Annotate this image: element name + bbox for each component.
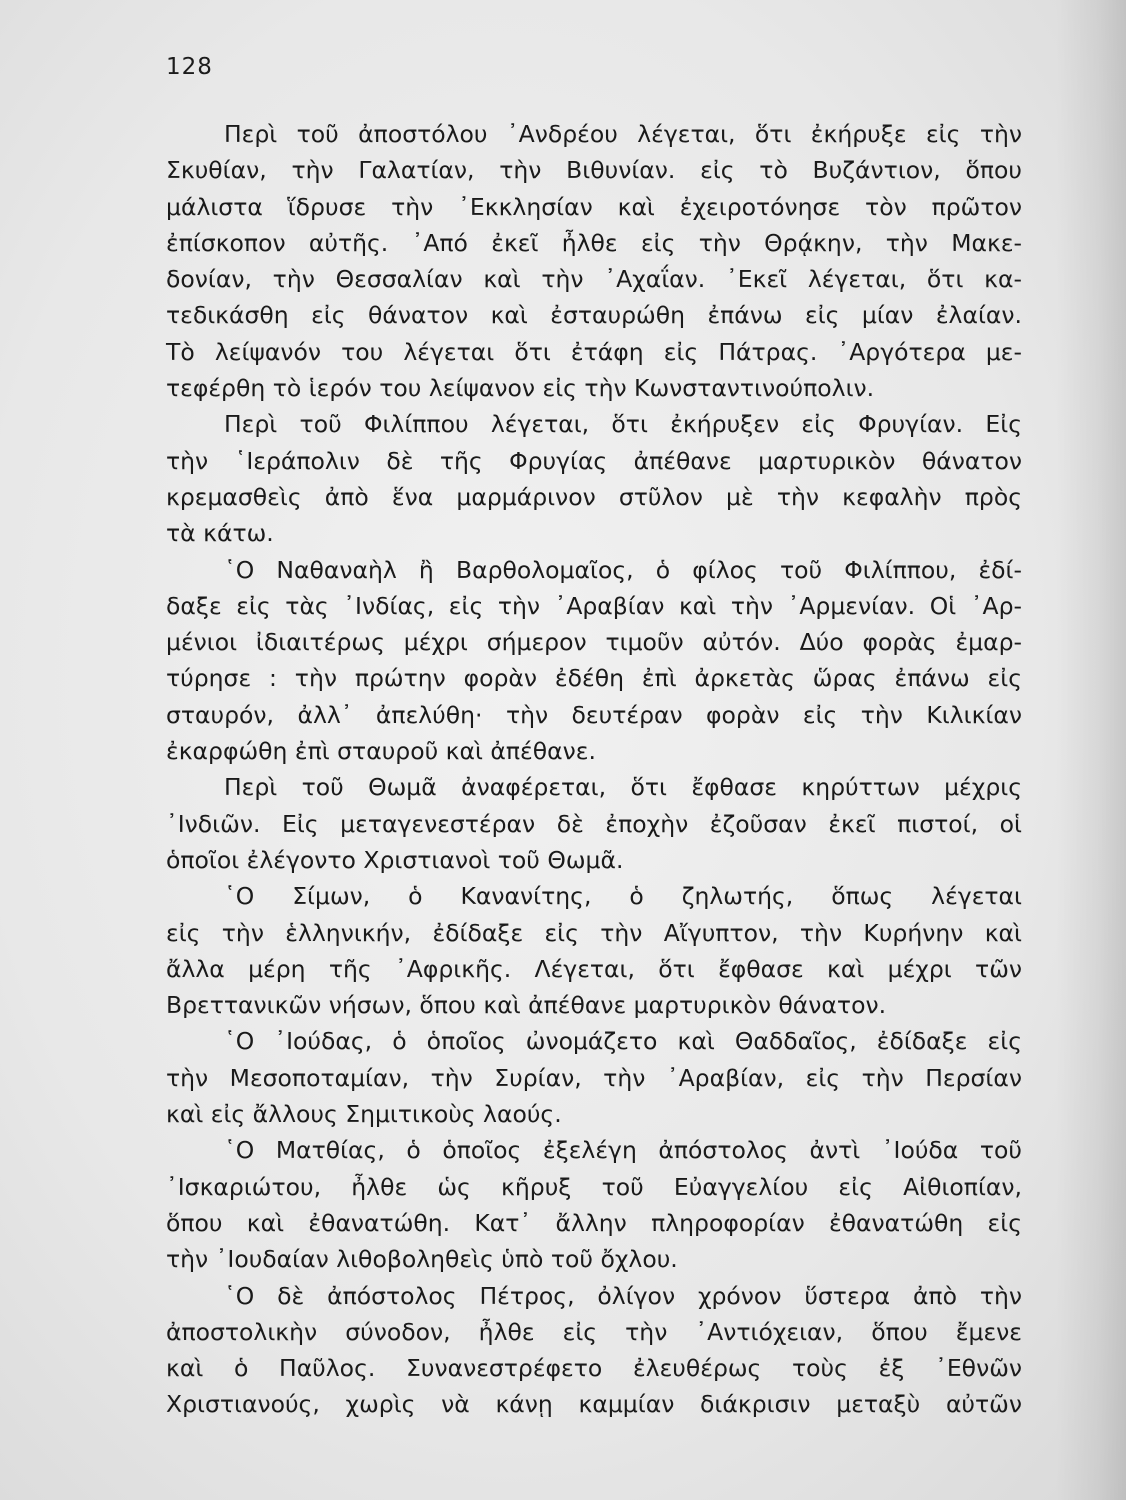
text-line: τὴν ᾿Ιουδαίαν λιθοβοληθεὶς ὑπὸ τοῦ ὄχλου. — [166, 1245, 678, 1274]
text-line: Περὶ τοῦ Φιλίππου λέγεται, ὅτι ἐκήρυξεν εἰς Φρυγίαν. Εἰς — [224, 410, 1022, 439]
text-line: καὶ εἰς ἄλλους Σημιτικοὺς λαούς. — [166, 1100, 562, 1129]
text-line: τεφέρθη τὸ ἱερόν του λείψανον εἰς τὴν Κωνσταντινούπολιν. — [166, 374, 875, 403]
text-line: Βρεττανικῶν νήσων, ὅπου καὶ ἀπέθανε μαρτυρικὸν θάνατον. — [166, 991, 887, 1020]
text-line: Τὸ λείψανόν του λέγεται ὅτι ἐτάφη εἰς Πάτρας. ᾿Αργότερα με- — [166, 337, 1022, 366]
text-line: Σκυθίαν, τὴν Γαλατίαν, τὴν Βιθυνίαν. εἰς τὸ Βυζάντιον, ὅπου — [166, 156, 1022, 185]
text-line: ἐπίσκοπον αὐτῆς. ᾿Από ἐκεῖ ἦλθε εἰς τὴν Θρᾴκην, τὴν Μακε- — [166, 228, 1022, 257]
text-line: ᾿Ινδιῶν. Εἰς μεταγενεστέραν δὲ ἐποχὴν ἐζοῦσαν ἐκεῖ πιστοί, οἱ — [166, 809, 1022, 838]
text-line: Χριστιανούς, χωρὶς νὰ κάνῃ καμμίαν διάκρισιν μεταξὺ αὐτῶν — [166, 1390, 1022, 1419]
body-text — [166, 116, 1022, 1423]
text-line: ὅπου καὶ ἐθανατώθη. Κατ᾿ ἄλλην πληροφορίαν ἐθανατώθη εἰς — [166, 1208, 1022, 1237]
text-line: ῾Ο ᾿Ιούδας, ὁ ὁποῖος ὠνομάζετο καὶ Θαδδαῖος, ἐδίδαξε εἰς — [224, 1027, 1022, 1056]
text-line: Περὶ τοῦ Θωμᾶ ἀναφέρεται, ὅτι ἔφθασε κηρύττων μέχρις — [224, 773, 1022, 802]
text-line: τύρησε : τὴν πρώτην φορὰν ἐδέθη ἐπὶ ἀρκετὰς ὥρας ἐπάνω εἰς — [166, 664, 1022, 693]
text-line: κρεμασθεὶς ἀπὸ ἕνα μαρμάρινον στῦλον μὲ τὴν κεφαλὴν πρὸς — [166, 482, 1022, 511]
text-line: ῾Ο Ματθίας, ὁ ὁποῖος ἐξελέγη ἀπόστολος ἀντὶ ᾿Ιούδα τοῦ — [224, 1136, 1022, 1165]
text-line: δονίαν, τὴν Θεσσαλίαν καὶ τὴν ᾿Αχαΐαν. ᾿Εκεῖ λέγεται, ὅτι κα- — [166, 265, 1022, 294]
text-line: τεδικάσθη εἰς θάνατον καὶ ἐσταυρώθη ἐπάνω εἰς μίαν ἐλαίαν. — [166, 301, 1022, 330]
text-line: τὰ κάτω. — [166, 519, 274, 548]
text-line: ὁποῖοι ἐλέγοντο Χριστιανοὶ τοῦ Θωμᾶ. — [166, 845, 624, 874]
page-edge-shadow — [1056, 0, 1126, 1500]
text-line: δαξε εἰς τὰς ᾿Ινδίας, εἰς τὴν ᾿Αραβίαν καὶ τὴν ᾿Αρμενίαν. Οἱ ᾿Αρ- — [166, 591, 1022, 620]
text-line: μάλιστα ἵδρυσε τὴν ᾿Εκκλησίαν καὶ ἐχειροτόνησε τὸν πρῶτον — [166, 192, 1022, 221]
text-line: ἐκαρφώθη ἐπὶ σταυροῦ καὶ ἀπέθανε. — [166, 737, 596, 766]
text-line: ῾Ο Σίμων, ὁ Κανανίτης, ὁ ζηλωτής, ὅπως λέγεται — [224, 882, 1022, 911]
text-line: ἀποστολικὴν σύνοδον, ἦλθε εἰς τὴν ᾿Αντιόχειαν, ὅπου ἔμενε — [166, 1317, 1022, 1346]
text-line: τὴν Μεσοποταμίαν, τὴν Συρίαν, τὴν ᾿Αραβίαν, εἰς τὴν Περσίαν — [166, 1063, 1022, 1092]
text-line: μένιοι ἰδιαιτέρως μέχρι σήμερον τιμοῦν αὐτόν. Δύο φορὰς ἐμαρ- — [166, 628, 1022, 657]
text-line: τὴν ῾Ιεράπολιν δὲ τῆς Φρυγίας ἀπέθανε μαρτυρικὸν θάνατον — [166, 446, 1022, 475]
text-line: εἰς τὴν ἑλληνικήν, ἐδίδαξε εἰς τὴν Αἴγυπτον, τὴν Κυρήνην καὶ — [166, 918, 1022, 947]
page-number: 128 — [166, 54, 213, 80]
text-line: ᾿Ισκαριώτου, ἦλθε ὡς κῆρυξ τοῦ Εὐαγγελίου εἰς Αἰθιοπίαν, — [166, 1172, 1022, 1201]
text-line: Περὶ τοῦ ἀποστόλου ᾿Ανδρέου λέγεται, ὅτι ἐκήρυξε εἰς τὴν — [224, 120, 1022, 148]
text-line: σταυρόν, ἀλλ᾿ ἀπελύθη· τὴν δευτέραν φορὰν εἰς τὴν Κιλικίαν — [166, 700, 1022, 729]
text-line: ῾Ο Ναθαναὴλ ἢ Βαρθολομαῖος, ὁ φίλος τοῦ Φιλίππου, ἐδί- — [224, 555, 1022, 584]
text-line: ἄλλα μέρη τῆς ᾿Αφρικῆς. Λέγεται, ὅτι ἔφθασε καὶ μέχρι τῶν — [166, 954, 1022, 983]
text-line: ῾Ο δὲ ἀπόστολος Πέτρος, ὀλίγον χρόνον ὕστερα ἀπὸ τὴν — [224, 1281, 1022, 1310]
text-line: καὶ ὁ Παῦλος. Συνανεστρέφετο ἐλευθέρως τοὺς ἐξ ᾿Εθνῶν — [166, 1354, 1022, 1383]
